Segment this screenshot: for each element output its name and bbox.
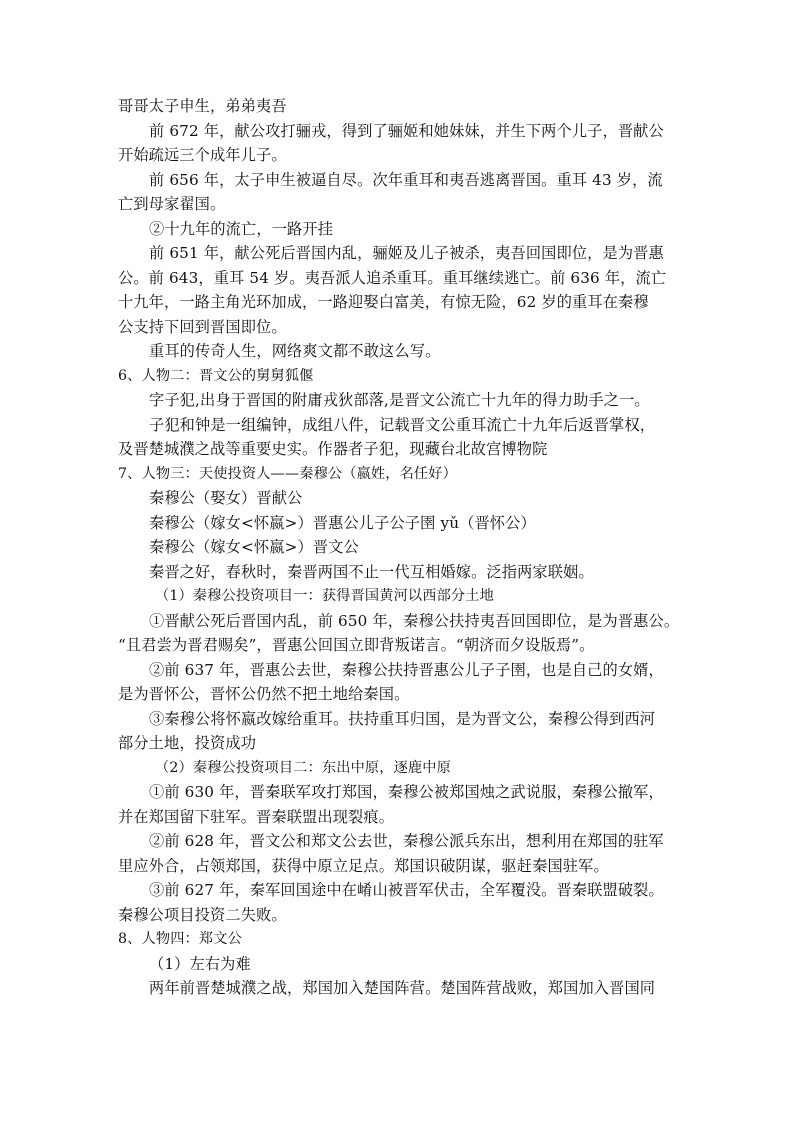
- text-line: 秦穆公（嫁女<怀嬴>）晋文公: [149, 538, 359, 556]
- text-line: （2）秦穆公投资项目二：东出中原，逐鹿中原: [155, 759, 451, 776]
- text-line: 8、人物四：郑文公: [118, 931, 242, 947]
- text-line: 重耳的传奇人生，网络爽文都不敢这么写。: [149, 342, 441, 360]
- text-line: 前 651 年，献公死后晋国内乱，骊姬及儿子被杀，夷吾回国即位，是为晋惠: [149, 244, 664, 262]
- text-line: ②十九年的流亡，一路开挂: [149, 219, 334, 238]
- text-line: 两年前晋楚城濮之战，郑国加入楚国阵营。楚国阵营战败，郑国加入晋国同: [149, 979, 656, 997]
- text-line: 秦穆公（娶女）晋献公: [149, 489, 303, 507]
- text-line: 秦穆公项目投资二失败。: [118, 905, 287, 924]
- text-line: 字子犯,出身于晋国的附庸戎狄部落,是晋文公流亡十九年的得力助手之一。: [149, 391, 650, 409]
- text-line: ③前 627 年，秦军回国途中在崤山被晋军伏击，全军覆没。晋秦联盟破裂。: [149, 881, 664, 899]
- text-line: 并在郑国留下驻军。晋秦联盟出现裂痕。: [118, 807, 395, 826]
- text-line: ②前 628 年，晋文公和郑文公去世，秦穆公派兵东出，想利用在郑国的驻军: [149, 832, 664, 850]
- text-line: ②前 637 年，晋惠公去世，秦穆公扶持晋惠公儿子子圉，也是自己的女婿，: [149, 660, 664, 679]
- text-line: 秦穆公（嫁女<怀嬴>）晋惠公儿子公子圉 yǔ（晋怀公）: [149, 513, 536, 532]
- text-line: 亡到母家翟国。: [118, 195, 226, 213]
- document-body: [118, 94, 688, 1001]
- text-line: （1）左右为难: [149, 954, 251, 973]
- text-line: ①前 630 年，晋秦联军攻打郑国，秦穆公被郑国烛之武说服，秦穆公撤军，: [149, 783, 664, 801]
- text-line: 里应外合，占领郑国，获得中原立足点。郑国识破阴谋，驱赶秦国驻军。: [118, 856, 609, 875]
- text-line: ③秦穆公将怀嬴改嫁给重耳。扶持重耳归国，是为晋文公，秦穆公得到西河: [149, 709, 656, 728]
- text-line: “且君尝为晋君赐矣”，晋惠公回国立即背叛诺言。“朝济而夕设版焉”。: [118, 636, 595, 654]
- text-line: 哥哥太子申生，弟弟夷吾: [118, 97, 287, 115]
- text-line: 前 656 年，太子申生被逼自尽。次年重耳和夷吾逃离晋国。重耳 43 岁，流: [149, 170, 663, 189]
- text-line: 公支持下回到晋国即位。: [118, 317, 287, 336]
- text-line: 前 672 年，献公攻打骊戎，得到了骊姬和她妹妹，并生下两个儿子，晋献公: [149, 121, 664, 140]
- text-line: 秦晋之好，春秋时，秦晋两国不止一代互相婚嫁。泛指两家联姻。: [149, 562, 594, 581]
- text-line: 6、人物二：晋文公的舅舅狐偃: [118, 367, 314, 384]
- text-line: （1）秦穆公投资项目一：获得晋国黄河以西部分土地: [155, 588, 494, 604]
- text-line: 开始疏远三个成年儿子。: [118, 146, 287, 164]
- text-line: 子犯和钟是一组编钟，成组八件，记载晋文公重耳流亡十九年后返晋掌权，: [149, 415, 656, 434]
- text-line: 十九年，一路主角光环加成，一路迎娶白富美，有惊无险，62 岁的重耳在秦穆: [118, 293, 649, 311]
- text-line: 7、人物三：天使投资人——秦穆公（嬴姓，名任好）: [118, 465, 457, 482]
- text-line: ①晋献公死后晋国内乱，前 650 年，秦穆公扶持夷吾回国即位，是为晋惠公。: [149, 611, 680, 630]
- text-line: 及晋楚城濮之战等重要史实。作器者子犯，现藏台北故宫博物院: [118, 440, 548, 458]
- text-line: 部分土地，投资成功: [118, 734, 257, 752]
- text-line: 公。前 643，重耳 54 岁。夷吾派人追杀重耳。重耳继续逃亡。前 636 年，流亡: [118, 268, 667, 287]
- text-line: 是为晋怀公，晋怀公仍然不把土地给秦国。: [118, 685, 410, 703]
